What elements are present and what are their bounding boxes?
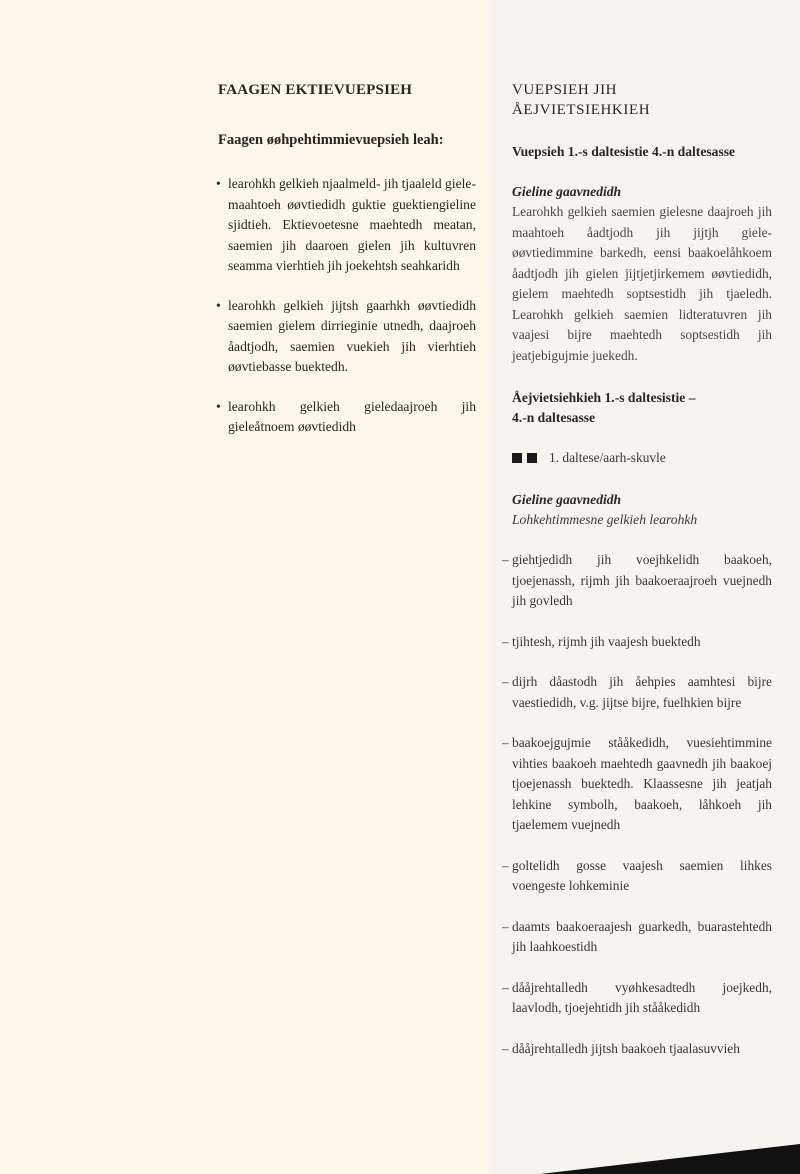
dash-icon: – xyxy=(502,979,509,995)
list-item-text: dijrh dåastodh jih åehpies aamhtesi bijre vaestiedidh, v.g. jijtse bijre, fuelhkien bijre xyxy=(512,674,772,710)
right-subheading: Vuepsieh 1.-s daltesistie 4.-n daltesasse xyxy=(512,144,736,159)
dash-icon: – xyxy=(502,735,509,750)
section2-intro: Lohkehtimmesne gelkieh learohkh xyxy=(512,512,698,527)
bullet-icon: • xyxy=(216,297,221,313)
content-list xyxy=(502,550,772,1059)
right-content xyxy=(502,80,772,1079)
goal-text: learohkh gelkieh njaalmeld- jih tjaaleld giele-maahtoeh øøvtiedidh guktie guektiengieline sjidtieh. Ektievoetesne maehtedh meatan, saemien jih daaroen gielen jih kultuvren seamma vierhtieh jih joekehtsh seahkaridh xyxy=(228,176,476,273)
square-icon xyxy=(512,453,522,463)
dash-icon: – xyxy=(502,918,509,934)
list-item xyxy=(502,550,772,612)
list-item xyxy=(502,917,772,958)
goal-list xyxy=(218,174,476,438)
list-item-text: daamts baakoeraajesh guarkedh, buarastehtedh jih laahkoestidh xyxy=(512,918,772,954)
left-subheading: Faagen øøhpehtimmievuepsieh leah: xyxy=(218,132,444,148)
list-item xyxy=(502,672,772,713)
right-heading xyxy=(512,80,772,120)
dash-icon: – xyxy=(502,633,509,649)
list-item-text: dååjrehtalledh vyøhkesadtedh joejkedh, laavlodh, tjoejehtidh jih stååkedidh xyxy=(512,979,772,1015)
section1-title: Gieline gaavnedidh xyxy=(512,184,622,199)
dash-icon: – xyxy=(502,552,509,567)
left-content xyxy=(218,80,476,457)
grade-line xyxy=(512,448,772,468)
bullet-icon: • xyxy=(216,398,221,414)
goal-item xyxy=(218,296,476,378)
section2-title: Gieline gaavnedidh xyxy=(512,492,622,507)
right-subheading2-line2: 4.-n daltesasse xyxy=(512,410,596,425)
list-item-text: dååjrehtalledh jijtsh baakoeh tjaalasuvvieh xyxy=(512,1040,740,1056)
list-item xyxy=(502,856,772,897)
section1-text: Learohkh gelkieh saemien gielesne daajroeh jih maahtoeh åadtjodh jih jijtjh giele-øøvtiedimmine barkedh, eensi baakoelåhkoem åadtjodh jih gielen jijtjetjirkemem øøvtiedidh, gielem maehtedh soptsestidh jih tjaeledh. Learohkh gelkieh saemien lidteratuvren jih vaajesi bijre maehtedh soptsestidh jih jeatjebigujmie juekedh. xyxy=(512,204,772,363)
right-heading-line1: VUEPSIEH JIH xyxy=(512,82,618,98)
list-item xyxy=(502,1039,772,1060)
goal-text: learohkh gelkieh gieledaajroeh jih gieleåtnoem øøvtiedidh xyxy=(228,398,476,434)
right-heading-line2: ÅEJVIETSIEHKIEH xyxy=(512,102,651,118)
list-item-text: baakoejgujmie stååkedidh, vuesiehtimmine vihties baakoeh maehtedh gaavnedh jih baakoej tjoejenassh buektedh. Klaassesne jih jeatjah lehkine symbolh, baakoeh, låhkoeh jih tjaelemem vuejnedh xyxy=(512,735,772,832)
list-item-text: tjihtesh, rijmh jih vaajesh buektedh xyxy=(512,633,701,649)
list-item-text: goltelidh gosse vaajesh saemien lihkes voengeste lohkeminie xyxy=(512,857,772,893)
dash-icon: – xyxy=(502,1040,509,1056)
bullet-icon: • xyxy=(216,176,221,191)
goal-text: learohkh gelkieh jijtsh gaarhkh øøvtiedidh saemien gielem dirrieginie utnedh, daajroeh åadtjodh, saemien vuekieh jih vierhtieh øøvtiebasse buektedh. xyxy=(228,297,476,374)
square-icon xyxy=(527,453,537,463)
goal-item xyxy=(218,397,476,438)
right-subheading2-line1: Åejvietsiehkieh 1.-s daltesistie – xyxy=(512,390,696,405)
list-item xyxy=(502,632,772,653)
list-item xyxy=(502,978,772,1019)
list-item-text: giehtjedidh jih voejhkelidh baakoeh, tjoejenassh, rijmh jih baakoeraajroeh vuejnedh jih govledh xyxy=(512,552,772,608)
grade-label: 1. daltese/aarh-skuvle xyxy=(549,450,666,465)
goal-item xyxy=(218,174,476,277)
right-subheading2 xyxy=(512,388,772,428)
dash-icon: – xyxy=(502,674,509,689)
left-heading: FAAGEN EKTIEVUEPSIEH xyxy=(218,82,413,98)
dash-icon: – xyxy=(502,857,509,873)
scan-edge-shadow xyxy=(540,1144,800,1174)
list-item xyxy=(502,733,772,836)
